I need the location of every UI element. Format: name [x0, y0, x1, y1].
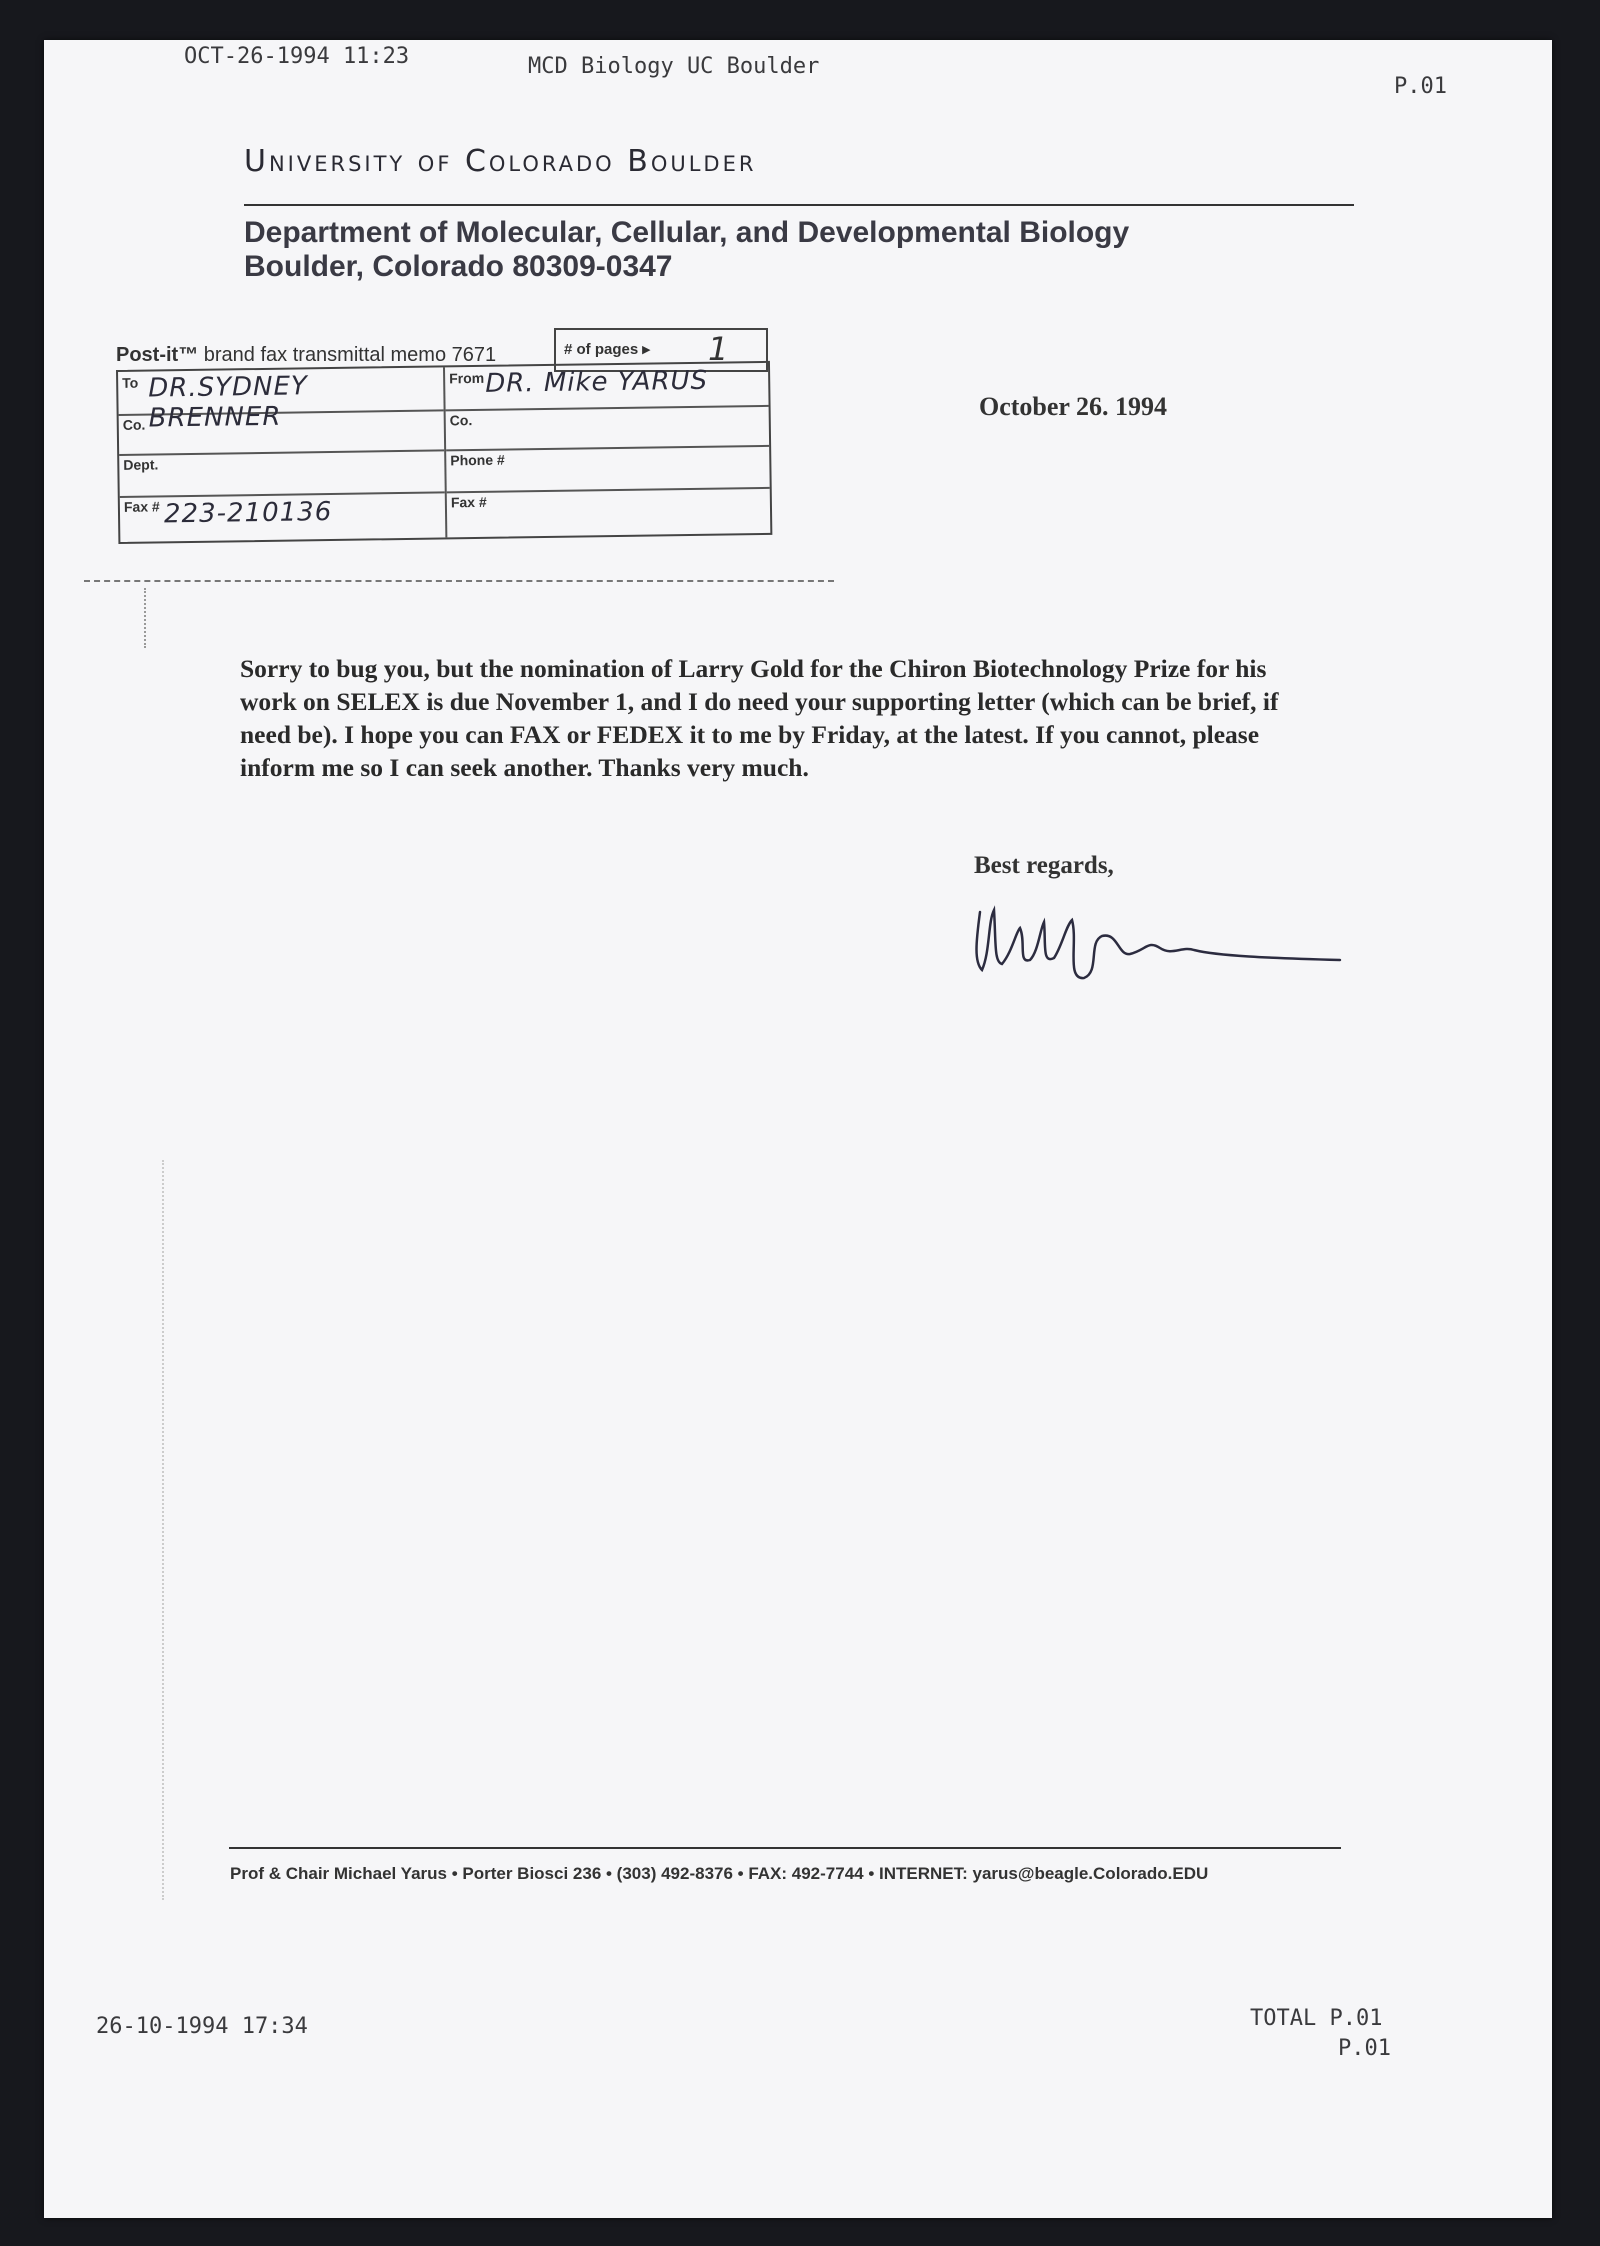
- department-address: Boulder, Colorado 80309-0347: [244, 250, 673, 283]
- letter-line: work on SELEX is due November 1, and I do need your supporting letter (which can be brief, if: [240, 687, 1279, 716]
- memo-phone-field: Phone #: [446, 445, 770, 494]
- memo-fax-right-field: Fax #: [450, 493, 487, 511]
- fax-header-page: P.01: [1394, 74, 1447, 99]
- memo-to-field: To DR.SYDNEY BRENNER: [118, 367, 444, 416]
- footer-rule: [229, 1847, 1341, 1849]
- memo-co-field: Co.: [119, 409, 445, 456]
- letter-line: Sorry to bug you, but the nomination of Larry Gold for the Chiron Biotechnology Prize for his: [240, 654, 1267, 683]
- scan-artifact-2: [162, 1160, 164, 1900]
- letter-body: [240, 652, 1390, 784]
- fax-memo-form: [116, 361, 772, 544]
- memo-cut-line: [84, 580, 834, 582]
- fax-memo-title: Post-it™ brand fax transmittal memo 7671: [116, 344, 497, 366]
- university-name: University of Colorado Boulder: [244, 144, 757, 179]
- fax-header-datetime: OCT-26-1994 11:23: [184, 44, 410, 69]
- pages-value: 1: [708, 330, 729, 368]
- pages-label: # of pages ▸: [564, 341, 650, 358]
- memo-co-right-field: Co.: [446, 405, 770, 452]
- letter-line: need be). I hope you can FAX or FEDEX it to me by Friday, at the latest. If you cannot, please: [240, 720, 1260, 749]
- fax-footer-total: TOTAL P.01: [1250, 2006, 1383, 2031]
- department-name: Department of Molecular, Cellular, and Developmental Biology: [244, 216, 1130, 249]
- memo-fax-field: Fax # 223-210136: [123, 496, 333, 530]
- letter-date: October 26. 1994: [979, 392, 1167, 421]
- fax-footer-page: P.01: [1338, 2036, 1391, 2061]
- signature: [968, 882, 1348, 1002]
- footer-contact: Prof & Chair Michael Yarus • Porter Biosci 236 • (303) 492-8376 • FAX: 492-7744 • INTERNET: yarus@beagle.Colorado.EDU: [230, 1864, 1209, 1883]
- memo-to-value: DR.SYDNEY BRENNER: [148, 371, 308, 434]
- fax-header-sender: MCD Biology UC Boulder: [528, 54, 820, 79]
- letter-line: inform me so I can seek another. Thanks very much.: [240, 753, 809, 782]
- memo-dept-field: Dept.: [119, 449, 445, 498]
- fax-footer-datetime: 26-10-1994 17:34: [96, 2014, 308, 2039]
- memo-from-field: From DR. Mike YARUS: [445, 363, 769, 412]
- memo-fax-value: 223-210136: [163, 496, 333, 530]
- closing: Best regards,: [974, 852, 1114, 879]
- memo-from-value: DR. Mike YARUS: [485, 365, 709, 399]
- letterhead-rule: [244, 204, 1354, 206]
- fax-page: [44, 40, 1552, 2218]
- scan-artifact: [144, 588, 146, 648]
